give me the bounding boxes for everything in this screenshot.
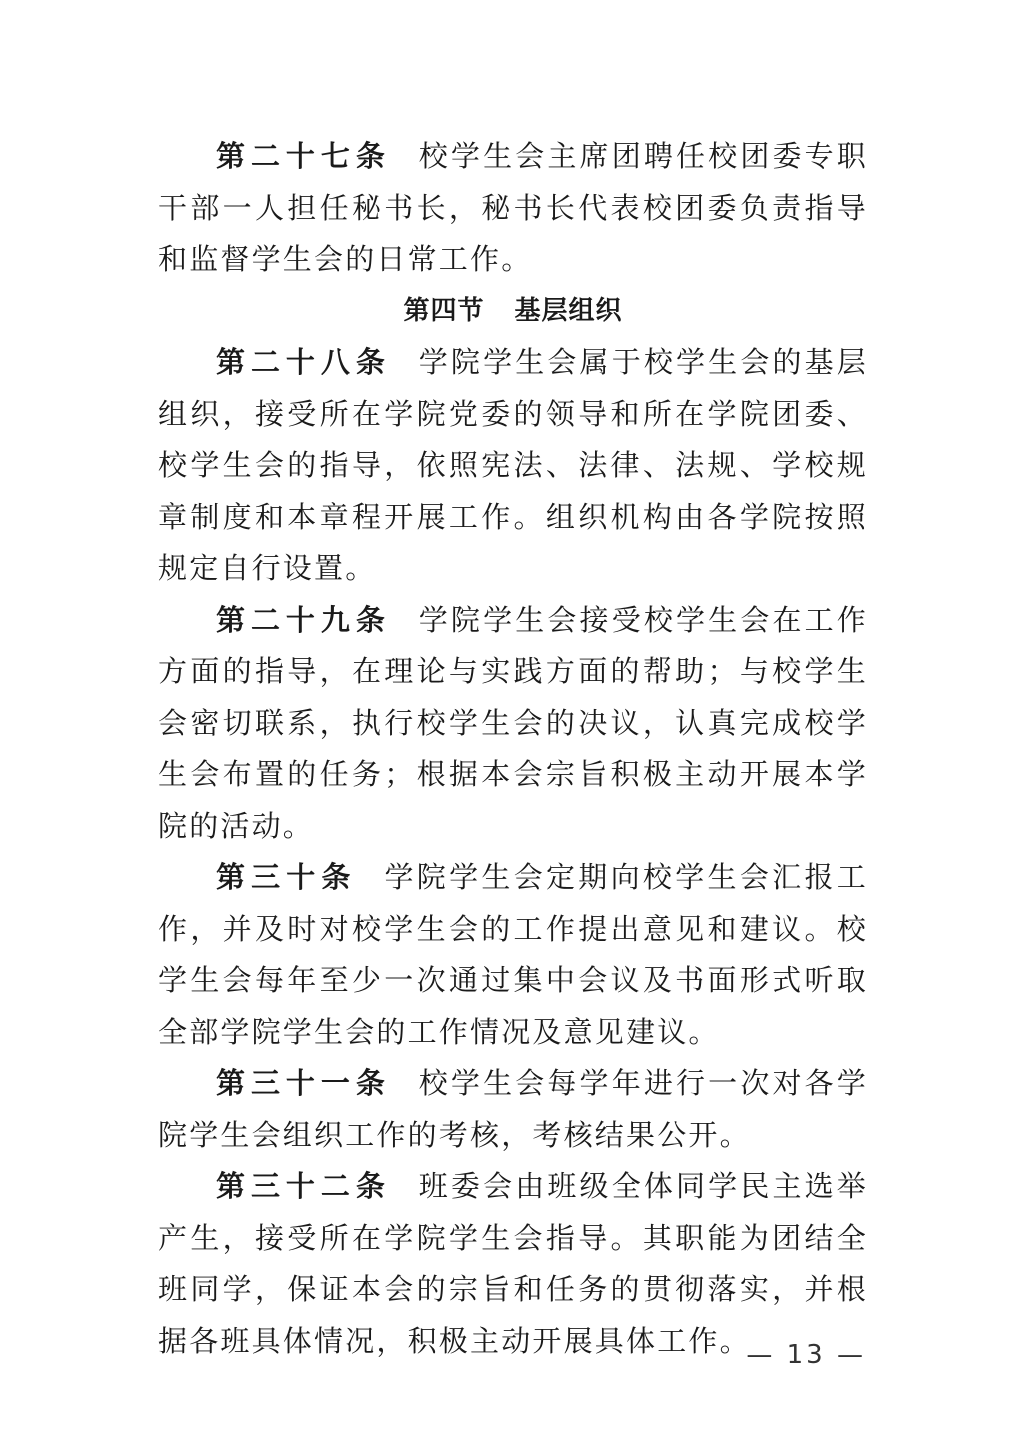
article-heading: 第三十二条 — [216, 1169, 391, 1203]
page-number: — 13 — — [746, 1340, 866, 1370]
page-body — [158, 131, 868, 1367]
section-title — [158, 286, 868, 338]
article-31 — [158, 1058, 868, 1161]
article-heading: 第三十条 — [216, 860, 357, 894]
article-text: 校学生会每学年进行一次对各学院学生会组织工作的考核，考核结果公开。 — [158, 1066, 868, 1152]
section-number: 第四节 — [403, 295, 485, 326]
article-text: 校学生会主席团聘任校团委专职干部一人担任秘书长，秘书长代表校团委负责指导和监督学生会的日常工作。 — [158, 139, 868, 276]
article-29 — [158, 595, 868, 853]
article-text: 学院学生会接受校学生会在工作方面的指导，在理论与实践方面的帮助；与校学生会密切联系，执行校学生会的决议，认真完成校学生会布置的任务；根据本会宗旨积极主动开展本学院的活动。 — [158, 602, 868, 843]
article-text: 学院学生会定期向校学生会汇报工作，并及时对校学生会的工作提出意见和建议。校学生会每年至少一次通过集中会议及书面形式听取全部学院学生会的工作情况及意见建议。 — [158, 860, 868, 1049]
article-text: 班委会由班级全体同学民主选举产生，接受所在学院学生会指导。其职能为团结全班同学，保证本会的宗旨和任务的贯彻落实，并根据各班具体情况，积极主动开展具体工作。 — [158, 1169, 868, 1358]
article-heading: 第二十八条 — [216, 345, 391, 379]
article-28 — [158, 337, 868, 595]
article-heading: 第三十一条 — [216, 1066, 391, 1100]
article-30 — [158, 852, 868, 1058]
article-heading: 第二十九条 — [216, 602, 391, 637]
section-name: 基层组织 — [514, 295, 623, 326]
article-heading: 第二十七条 — [216, 139, 391, 173]
article-text: 学院学生会属于校学生会的基层组织，接受所在学院党委的领导和所在学院团委、校学生会的指导，依照宪法、法律、法规、学校规章制度和本章程开展工作。组织机构由各学院按照规定自行设置。 — [158, 345, 868, 585]
article-32 — [158, 1161, 868, 1367]
article-27 — [158, 131, 868, 286]
